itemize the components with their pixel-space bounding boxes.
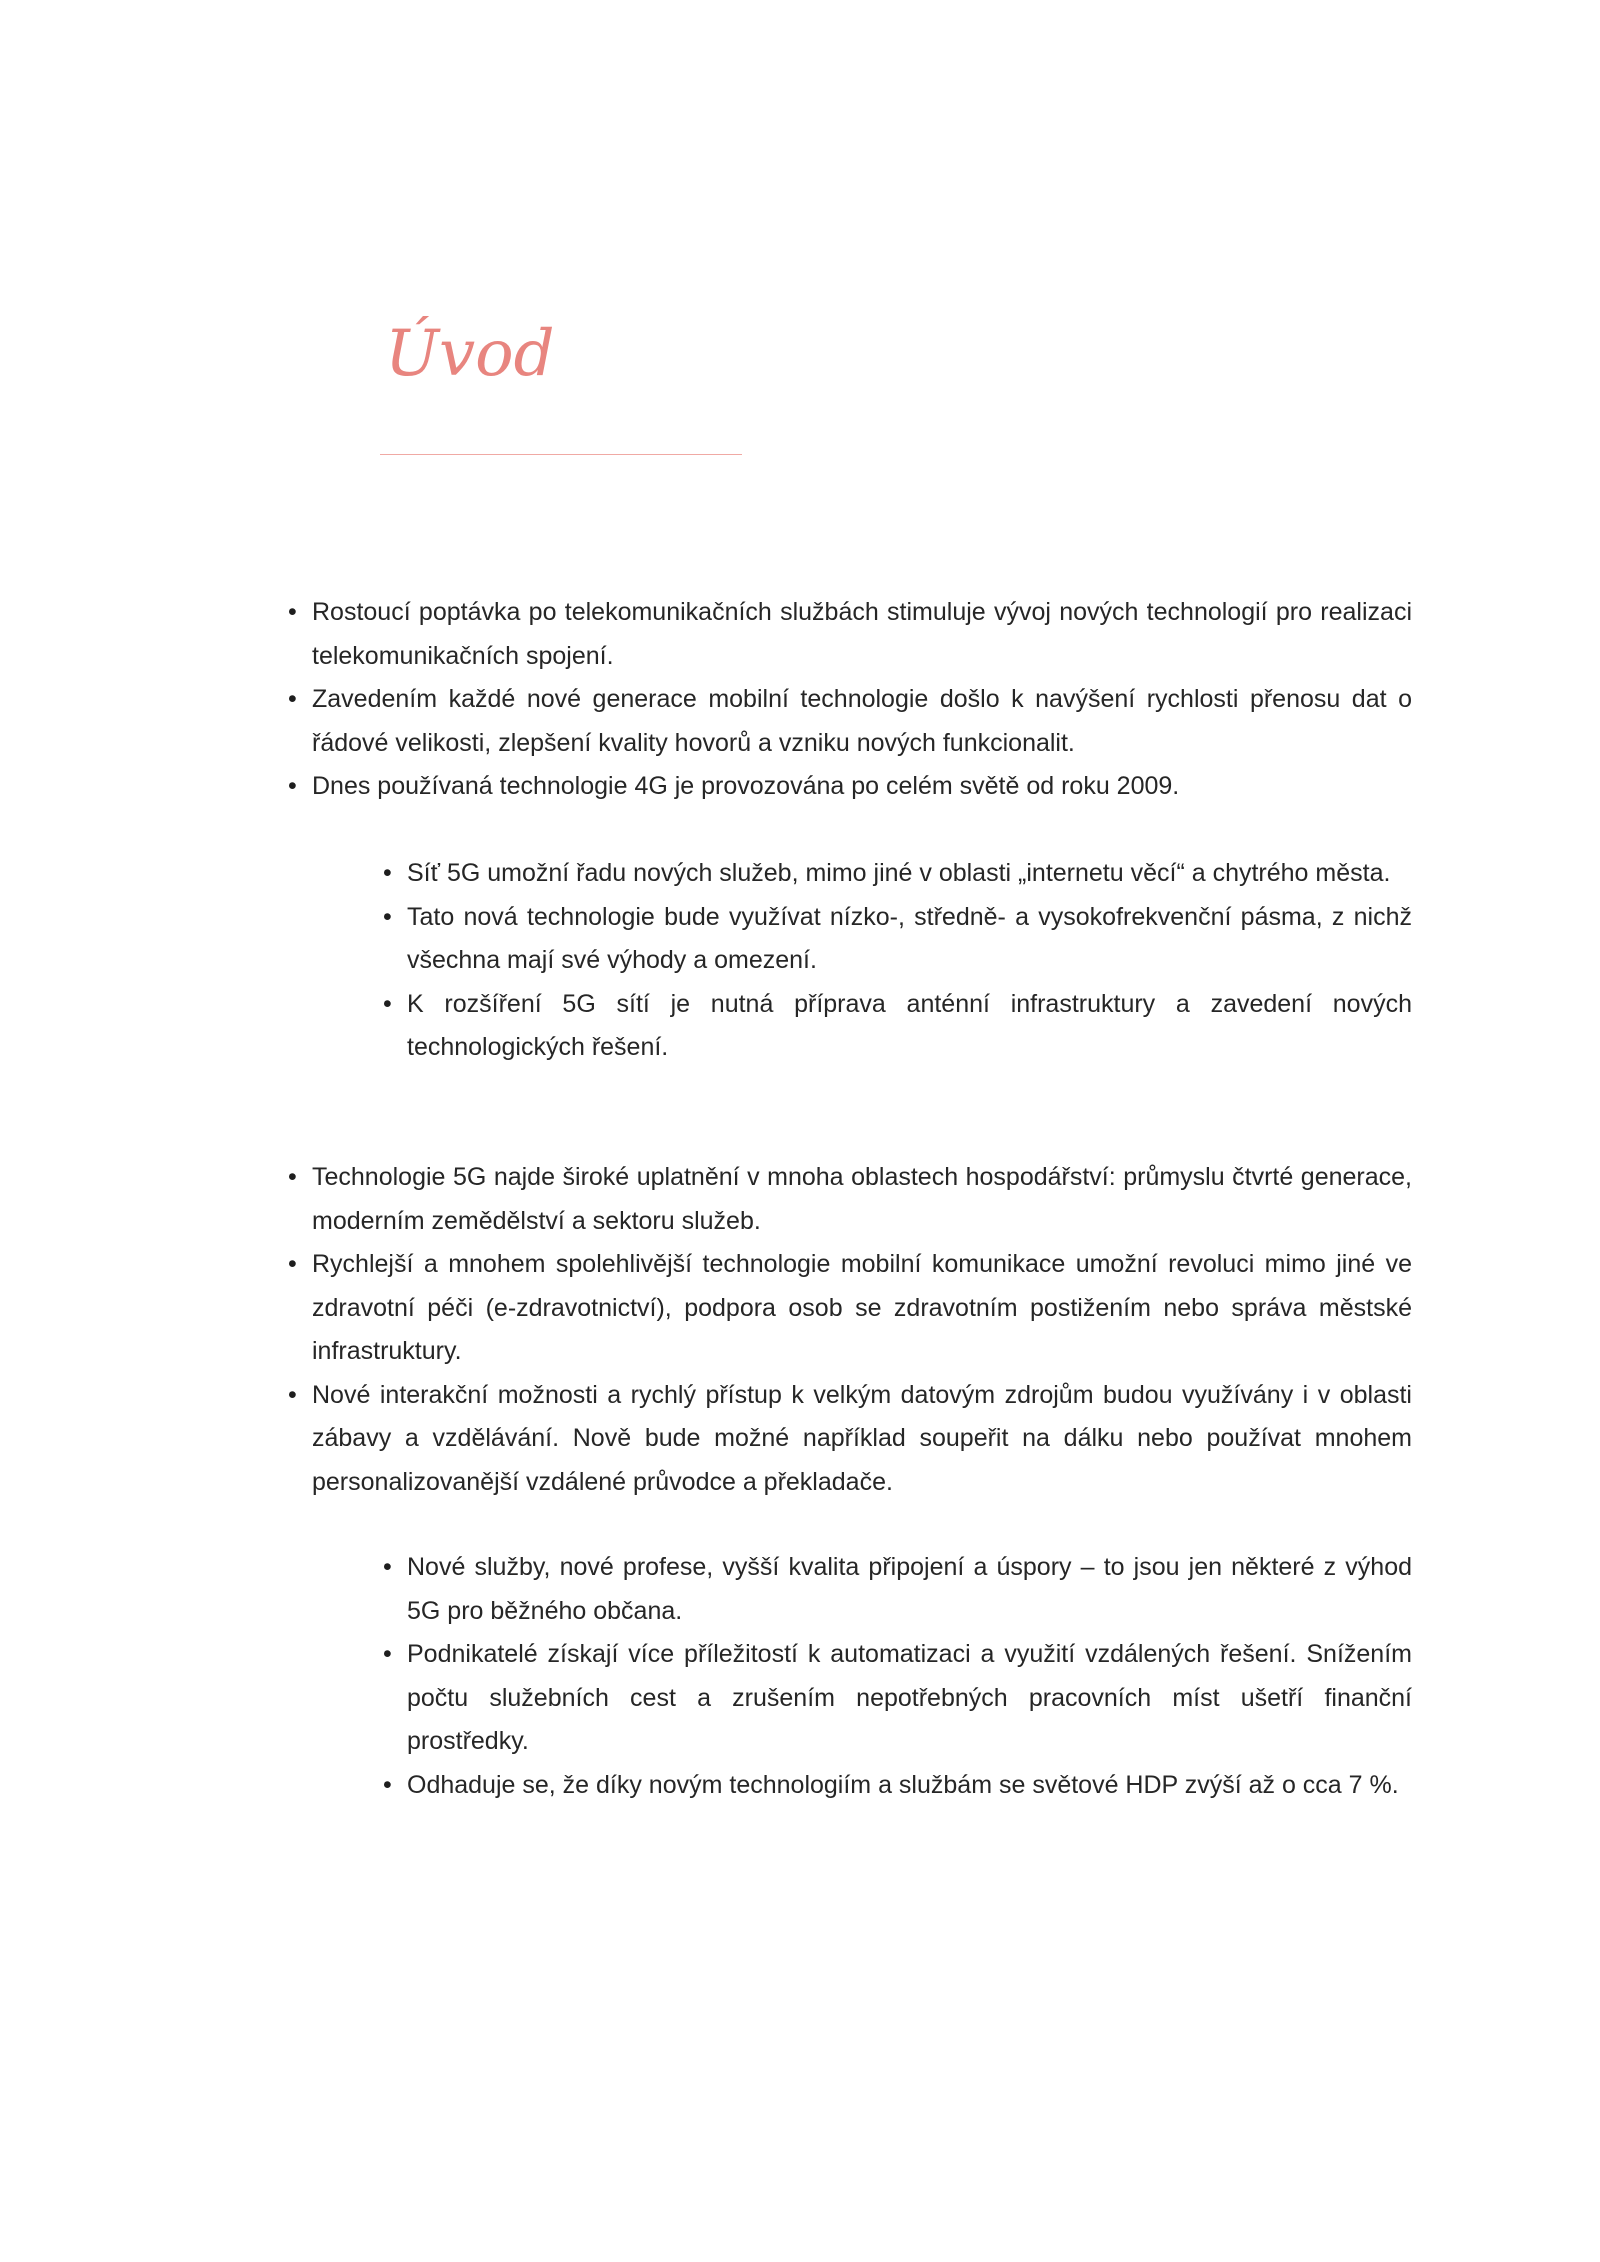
list-item: • Nové služby, nové profese, vyšší kvalita připojení a úspory – to jsou jen některé z výhod 5G pro běžného občana. [383,1546,1412,1633]
list-item: • Podnikatelé získají více příležitostí k automatizaci a využití vzdálených řešení. Snížením počtu služebních cest a zrušením nepotřebných pracovních míst ušetří finanční prostředky. [383,1633,1412,1764]
list-item: • K rozšíření 5G sítí je nutná příprava anténní infrastruktury a zavedení nových technologických řešení. [383,983,1412,1070]
list-item: • Zavedením každé nové generace mobilní technologie došlo k navýšení rychlosti přenosu dat o řádové velikosti, zlepšení kvality hovorů a vzniku nových funkcionalit. [288,678,1412,765]
bullet-list-applications [288,1156,1412,1504]
page-title: Úvod [385,317,555,391]
list-item: • Technologie 5G najde široké uplatnění v mnoha oblastech hospodářství: průmyslu čtvrté generace, moderním zemědělství a sektoru služeb. [288,1156,1412,1243]
list-item: • Nové interakční možnosti a rychlý přístup k velkým datovým zdrojům budou využívány i v oblasti zábavy a vzdělávání. Nově bude možné například soupeřit na dálku nebo používat mnohem personalizovanější vzdálené průvodce a překladače. [288,1374,1412,1505]
list-item: • Dnes používaná technologie 4G je provozována po celém světě od roku 2009. [288,765,1412,809]
bullet-list-benefits [383,1546,1412,1807]
list-item: • Odhaduje se, že díky novým technologiím a službám se světové HDP zvýší až o cca 7 %. [383,1764,1412,1808]
bullet-list-intro [288,591,1412,809]
bullet-list-5g-network [383,852,1412,1070]
list-item: • Rostoucí poptávka po telekomunikačních službách stimuluje vývoj nových technologií pro realizaci telekomunikačních spojení. [288,591,1412,678]
list-item: • Síť 5G umožní řadu nových služeb, mimo jiné v oblasti „internetu věcí“ a chytrého města. [383,852,1412,896]
list-item: • Rychlejší a mnohem spolehlivější technologie mobilní komunikace umožní revoluci mimo jiné ve zdravotní péči (e-zdravotnictví), podpora osob se zdravotním postižením nebo správa městské infrastruktury. [288,1243,1412,1374]
list-item: • Tato nová technologie bude využívat nízko-, středně- a vysokofrekvenční pásma, z nichž všechna mají své výhody a omezení. [383,896,1412,983]
title-underline [380,454,742,455]
